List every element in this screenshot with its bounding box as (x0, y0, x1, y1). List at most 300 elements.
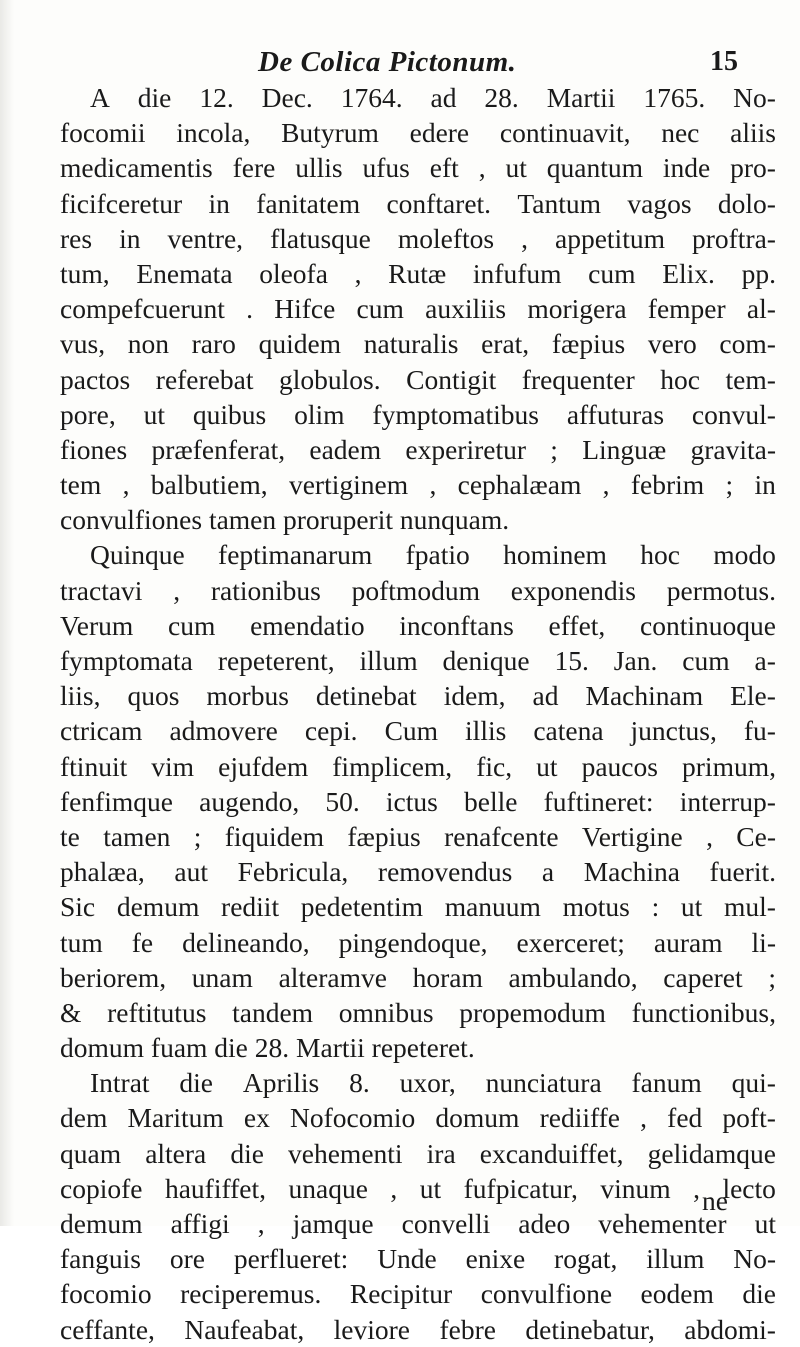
word: vinum (600, 1172, 671, 1204)
word: die (230, 1137, 264, 1169)
word: belle (464, 785, 518, 817)
word: die (214, 1032, 255, 1064)
word: emendatio (250, 609, 365, 641)
word: ad (430, 82, 457, 113)
word: raro (191, 328, 236, 360)
word: delineando, (182, 926, 310, 958)
word: jamque (292, 1208, 374, 1239)
word: 8. (349, 1067, 370, 1099)
word: Rutæ (388, 257, 447, 289)
word: fu- (743, 715, 776, 747)
text-line (60, 995, 776, 1030)
word: qui- (731, 1067, 776, 1099)
word: Verum (60, 609, 134, 641)
word: res (60, 222, 93, 254)
word: in (208, 187, 230, 219)
word: femper (647, 293, 726, 325)
word: effet, (548, 609, 606, 641)
word: Cum (384, 715, 439, 747)
word: beriorem, (60, 961, 167, 993)
word: gelidamque (647, 1137, 776, 1169)
word: rediit (221, 891, 280, 923)
word: ut (419, 1172, 442, 1204)
word: non (127, 328, 169, 360)
word: Elix. (662, 257, 715, 289)
word: : (651, 891, 660, 923)
text-line (60, 1241, 776, 1276)
text-line (60, 150, 776, 185)
text-line (60, 678, 776, 713)
word: ex (243, 1102, 270, 1134)
word: referebat (155, 363, 254, 395)
word: dolo- (717, 187, 776, 219)
word: motus (562, 891, 630, 923)
word: rogat, (554, 1243, 618, 1275)
word: ut (754, 1208, 776, 1239)
word: exponendis (510, 574, 636, 606)
word: convelli (401, 1208, 491, 1239)
word: Aprilis (242, 1067, 320, 1099)
word: quibus (192, 398, 267, 430)
word: Hifce (274, 293, 336, 325)
word: frequenter (521, 363, 635, 395)
word: tum, (60, 257, 110, 289)
word: fanitatem (256, 187, 361, 219)
word: nunquam. (399, 504, 510, 536)
word: convulfione (480, 1278, 613, 1310)
text-line (60, 643, 776, 678)
word: ftinuit (60, 750, 128, 782)
text-line (60, 1312, 776, 1347)
word: Intrat (90, 1067, 150, 1099)
word: tem (60, 469, 102, 501)
text-line (60, 291, 776, 326)
word: edere (409, 117, 470, 149)
word: fæpius (347, 820, 421, 852)
word: caperet (663, 961, 743, 993)
word: pro- (730, 152, 776, 184)
word: nec (661, 117, 700, 149)
text-line (60, 115, 776, 150)
word: pedetentim (300, 891, 423, 923)
word: febre (439, 1313, 496, 1345)
word: idem, (443, 680, 506, 712)
word: eadem (309, 433, 382, 465)
word: com- (719, 328, 776, 360)
word: , (521, 222, 528, 254)
word: fymptomatibus (372, 398, 539, 430)
word: omnibus (338, 996, 434, 1028)
word: detinebat (315, 680, 417, 712)
word: ; (768, 961, 776, 993)
word: demum (116, 891, 200, 923)
word: a- (754, 645, 776, 676)
word: 28. (254, 1032, 297, 1064)
word: pp. (741, 257, 776, 289)
word: phalæa, (60, 856, 145, 888)
text-line (60, 186, 776, 221)
word: eodem (640, 1278, 714, 1310)
word: unaque (288, 1172, 368, 1204)
word: poftmodum (351, 574, 480, 606)
word: vero (647, 328, 697, 360)
word: naturalis (363, 328, 459, 360)
running-head (0, 44, 800, 80)
word: te (60, 820, 80, 852)
word: pingendoque, (338, 926, 488, 958)
word: cum (588, 257, 636, 289)
word: continuavit, (499, 117, 631, 149)
word: Nofocomio (290, 1102, 416, 1134)
word: Maritum (127, 1102, 224, 1134)
word: quam (60, 1137, 122, 1169)
word: fere (232, 152, 276, 184)
word: fuam (150, 1032, 215, 1064)
word: fiquidem (224, 820, 325, 852)
word: rationibus (210, 574, 321, 606)
body-text (60, 80, 776, 1347)
word: ambulando, (508, 961, 638, 993)
word: in (754, 469, 776, 501)
word: 12. (199, 82, 234, 113)
word: primum, (682, 750, 776, 782)
word: dem (60, 1102, 108, 1134)
word: proruperit (283, 504, 400, 536)
word: ut (680, 891, 703, 923)
word: perflueret: (233, 1243, 349, 1275)
word: aliis (730, 117, 776, 149)
word: denique (442, 645, 530, 676)
word: gravita- (690, 433, 776, 465)
word: flatusque (270, 222, 371, 254)
word: lecto (722, 1172, 776, 1204)
word: horam (412, 961, 483, 993)
word: die (742, 1278, 776, 1310)
word: auxiliis (425, 293, 507, 325)
page-edge-shadow (0, 0, 14, 1226)
word: Enemata (136, 257, 233, 289)
text-line (60, 713, 776, 748)
text-line (60, 960, 776, 995)
word: Ce- (736, 820, 776, 852)
word: permotus. (666, 574, 776, 606)
word: vagos (627, 187, 692, 219)
word: erat, (481, 328, 530, 360)
word: pore, (60, 398, 116, 430)
word: No- (733, 1243, 776, 1275)
word: Quinque (90, 539, 185, 571)
word: ventre, (167, 222, 244, 254)
word: oleofa (259, 257, 328, 289)
word: convulfiones (60, 504, 209, 536)
word: mul- (724, 891, 776, 923)
text-line (60, 573, 776, 608)
word: a (541, 856, 555, 888)
word: olim (294, 398, 345, 430)
word: fymptomata (60, 645, 193, 676)
word: quantum (546, 152, 643, 184)
word: altera (145, 1137, 207, 1169)
word: quos (127, 680, 180, 712)
word: quidem (258, 328, 342, 360)
word: repeteret. (371, 1032, 475, 1064)
word: vim (151, 750, 195, 782)
word: fuerit. (709, 856, 776, 888)
word: hominem (503, 539, 607, 571)
word: ufus (362, 152, 410, 184)
word: globulos. (278, 363, 381, 395)
word: ut (505, 152, 527, 184)
word: , (478, 152, 486, 184)
word: 15. (554, 645, 589, 676)
word: in (119, 222, 141, 254)
word: admovere (169, 715, 278, 747)
word: balbutiem, (150, 469, 268, 501)
text-line (60, 326, 776, 361)
text-line (60, 819, 776, 854)
word: exerceret; (516, 926, 625, 958)
word: fimplicem, (332, 750, 453, 782)
word: tamen (208, 504, 284, 536)
word: fanum (631, 1067, 702, 1099)
text-line (60, 1171, 776, 1206)
word: Sic (60, 891, 96, 923)
word: Recipitur (349, 1278, 453, 1310)
word: auram (653, 926, 723, 958)
word: domum (435, 1102, 520, 1134)
word: Ele- (730, 680, 776, 712)
word: junctus, (630, 715, 717, 747)
word: ullis (295, 152, 343, 184)
word: renafcente (444, 820, 559, 852)
word: feptimanarum (218, 539, 373, 571)
word: experiretur (405, 433, 527, 465)
text-line (60, 784, 776, 819)
word: fpatio (405, 539, 470, 571)
word: Vertigine (581, 820, 683, 852)
word: hoc (660, 363, 700, 395)
word: fenfimque (60, 785, 174, 817)
word: unam (191, 961, 253, 993)
word: functionibus, (631, 996, 776, 1028)
text-line (60, 1100, 776, 1135)
word: Machina (583, 856, 680, 888)
word: ut (536, 750, 558, 782)
word: die (137, 82, 172, 113)
word: moleftos (397, 222, 495, 254)
word: demum (60, 1208, 143, 1239)
word: Tantum (517, 187, 602, 219)
word: propemodum (459, 996, 606, 1028)
text-line (60, 1206, 776, 1241)
word: pactos (60, 363, 131, 395)
text-line (60, 502, 776, 537)
word: focomio (60, 1278, 152, 1310)
word: Butyrum (281, 117, 379, 149)
word: inde (662, 152, 711, 184)
word: 28. (484, 82, 519, 113)
word: Machinam (585, 680, 704, 712)
word: enixe (465, 1243, 526, 1275)
word: hoc (640, 539, 680, 571)
word: cum (168, 609, 216, 641)
word: illis (465, 715, 507, 747)
word: , (122, 469, 130, 501)
word: ut (143, 398, 166, 430)
word: Martii (296, 1032, 372, 1064)
word: tem- (725, 363, 776, 395)
word: nunciatura (485, 1067, 602, 1099)
word: augendo, (199, 785, 300, 817)
word: Jan. (613, 645, 658, 676)
word: paucos (581, 750, 658, 782)
text-line (60, 256, 776, 291)
word: morbus (206, 680, 289, 712)
word: , (429, 469, 437, 501)
word: affigi (170, 1208, 230, 1239)
word: 1765. (643, 82, 706, 113)
word: vus, (60, 328, 106, 360)
word: illum (646, 1243, 705, 1275)
word: uxor, (399, 1067, 456, 1099)
word: ictus (385, 785, 438, 817)
word: , (640, 1102, 648, 1134)
word: aut (174, 856, 208, 888)
text-line (60, 1136, 776, 1171)
word: vehementer (598, 1208, 727, 1239)
word: compefcuerunt (60, 293, 225, 325)
word: tum (60, 926, 103, 958)
page-number: 15 (710, 46, 738, 77)
word: fic, (476, 750, 513, 782)
word: , (602, 469, 610, 501)
word: A (90, 82, 110, 113)
word: abdomi- (684, 1313, 776, 1345)
word: fe (131, 926, 154, 958)
word: convul- (691, 398, 776, 430)
word: excanduiffet, (479, 1137, 624, 1169)
word: fæpius (551, 328, 626, 360)
word: , (257, 1208, 265, 1239)
word: adeo (518, 1208, 571, 1239)
word: , (706, 820, 713, 852)
word: Dec. (261, 82, 313, 113)
word: tractavi (60, 574, 143, 606)
word: li- (751, 926, 776, 958)
text-line (60, 432, 776, 467)
word: Linguæ (582, 433, 667, 465)
word: detinebatur, (525, 1313, 655, 1345)
word: fufpicatur, (463, 1172, 578, 1204)
word: cum (682, 645, 730, 676)
word: infufum (472, 257, 562, 289)
text-line (60, 1065, 776, 1100)
word: modo (713, 539, 776, 571)
text-line (60, 80, 776, 115)
word: præfenferat, (151, 433, 286, 465)
word: fuftineret: (543, 785, 654, 817)
word: Naufeabat, (184, 1313, 305, 1345)
word: Martii (546, 82, 616, 113)
word: ejufdem (218, 750, 309, 782)
word: Febricula, (237, 856, 349, 888)
word: , (173, 574, 181, 606)
word: copiofe (60, 1172, 143, 1204)
word: ore (169, 1243, 205, 1275)
word: liis, (60, 680, 101, 712)
word: illum (359, 645, 418, 676)
word: ficifceretur (60, 187, 183, 219)
word: incola, (176, 117, 251, 149)
word: ; (725, 469, 734, 501)
word: ctricam (60, 715, 143, 747)
text-line (60, 397, 776, 432)
word: ira (426, 1137, 456, 1169)
word: eft (429, 152, 459, 184)
text-line (60, 1276, 776, 1311)
text-line (60, 467, 776, 502)
word: alteramve (278, 961, 387, 993)
word: cum (356, 293, 404, 325)
word: rediiffe (539, 1102, 620, 1134)
running-title: De Colica Pictonum. (258, 46, 517, 78)
text-line (60, 1030, 776, 1065)
word: vehementi (288, 1137, 403, 1169)
word: , (693, 1172, 700, 1204)
word: repeterent, (217, 645, 335, 676)
word: interrup- (679, 785, 776, 817)
word: fed (667, 1102, 703, 1134)
word: medicamentis (60, 152, 213, 184)
word: . (246, 293, 254, 325)
word: manuum (444, 891, 541, 923)
word: tandem (232, 996, 314, 1028)
word: fiones (60, 433, 128, 465)
word: removendus (377, 856, 513, 888)
word: leviore (333, 1313, 411, 1345)
word: ; (550, 433, 558, 465)
word: poft- (722, 1102, 776, 1134)
word: Unde (377, 1243, 437, 1275)
word: affuturas (566, 398, 665, 430)
word: inconftans (399, 609, 514, 641)
word: continuoque (639, 609, 776, 641)
word: vertiginem (288, 469, 409, 501)
word: appetitum (555, 222, 665, 254)
word: No- (733, 82, 776, 113)
text-line (60, 749, 776, 784)
word: tamen (103, 820, 171, 852)
word: ad (532, 680, 559, 712)
text-line (60, 221, 776, 256)
word: cephalæam (457, 469, 582, 501)
word: 1764. (340, 82, 403, 113)
text-line (60, 925, 776, 960)
word: 50. (325, 785, 360, 817)
text-line (60, 537, 776, 572)
word: reftitutus (107, 996, 207, 1028)
word: domum (60, 1032, 151, 1064)
word: , (354, 257, 362, 289)
word: febrim (630, 469, 705, 501)
text-line (60, 854, 776, 889)
word: & (60, 996, 82, 1028)
word: , (390, 1172, 398, 1204)
word: proftra- (691, 222, 776, 254)
text-line (60, 362, 776, 397)
word: morigera (527, 293, 627, 325)
word: die (179, 1067, 214, 1099)
